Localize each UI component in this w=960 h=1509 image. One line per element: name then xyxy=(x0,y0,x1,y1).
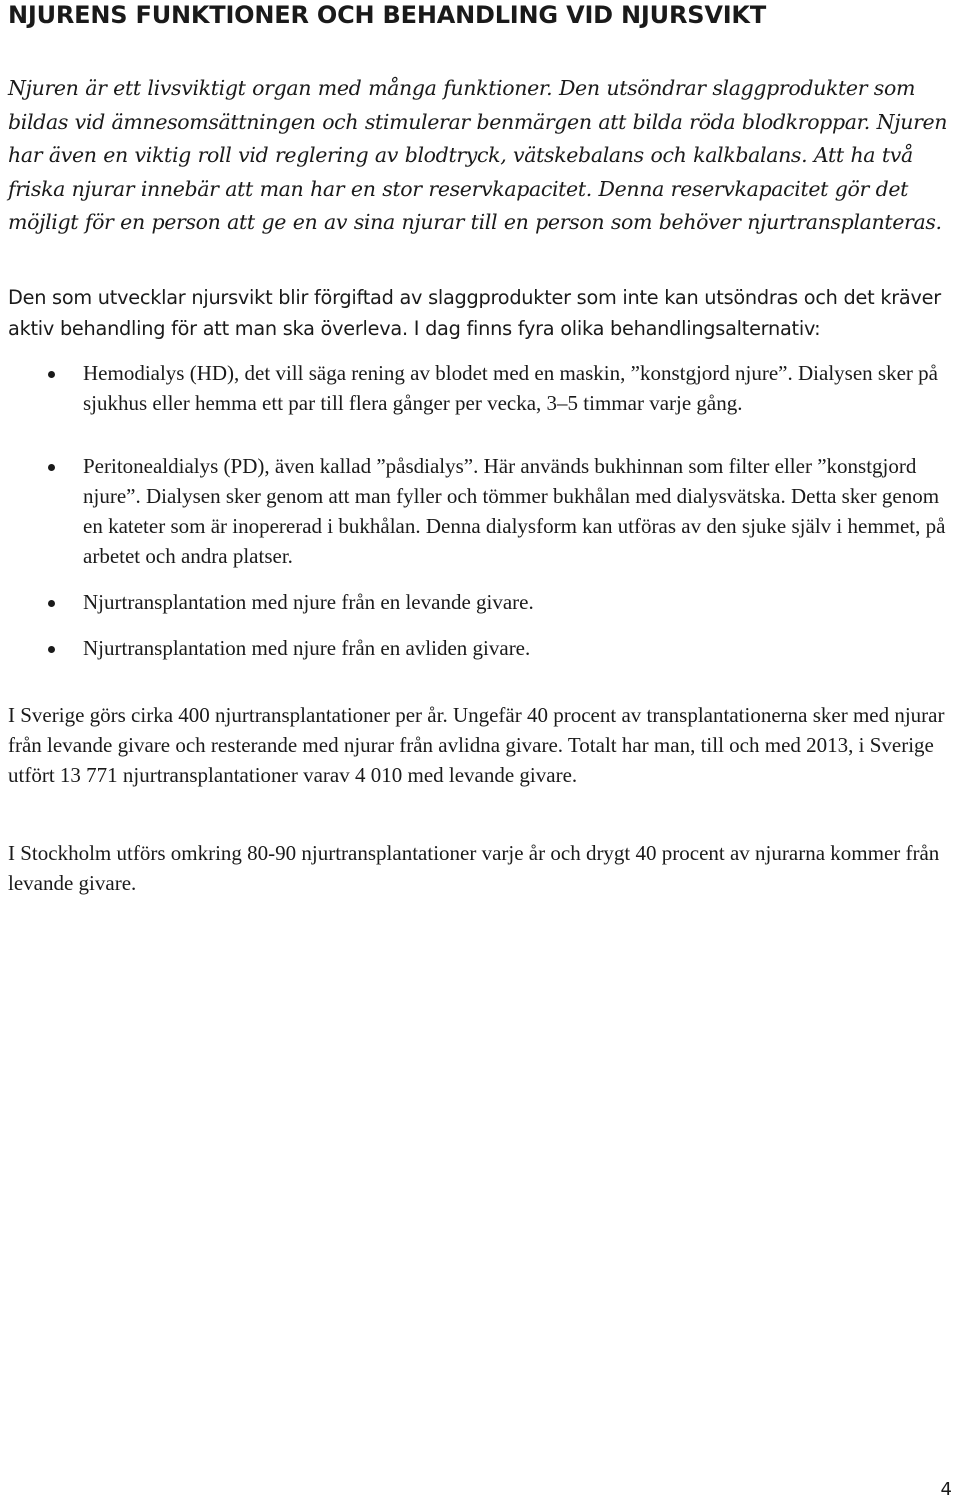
list-item xyxy=(8,633,953,679)
bullet-icon xyxy=(48,600,55,607)
list-item xyxy=(8,587,953,633)
treatment-intro-paragraph: Den som utvecklar njursvikt blir förgiftad av slaggprodukter som inte kan utsöndras och det kräver aktiv behandling för att man ska överleva. I dag finns fyra olika behandlingsalternativ: xyxy=(8,286,941,340)
list-item-text: Hemodialys (HD), det vill säga rening av blodet med en maskin, ”konstgjord njure”. Dialysen sker på sjukhus eller hemma ett par till flera gånger per vecka, 3–5 timmar varje gång. xyxy=(83,361,938,415)
bullet-icon xyxy=(48,464,55,471)
bullet-icon xyxy=(48,371,55,378)
intro-paragraph: Njuren är ett livsviktigt organ med många funktioner. Den utsöndrar slaggprodukter som bildas vid ämnesomsättningen och stimulerar benmärgen att bilda röda blodkroppar. Njuren har även en viktig roll vid reglering av blodtryck, vätskebalans och kalkbalans. Att ha två friska njurar innebär att man har en stor reservkapacitet. Denna reservkapacitet gör det möjligt för en person att ge en av sina njurar till en person som behöver njurtransplanteras. xyxy=(8,76,948,234)
list-item-text: Njurtransplantation med njure från en levande givare. xyxy=(83,590,534,614)
sweden-statistics-paragraph: I Sverige görs cirka 400 njurtransplantationer per år. Ungefär 40 procent av transplantationerna sker med njurar från levande givare och resterande med njurar från avlidna givare. Totalt har man, till och med 2013, i Sverige utfört 13 771 njurtransplantationer varav 4 010 med levande givare. xyxy=(8,703,945,787)
treatment-list xyxy=(8,358,953,679)
stockholm-statistics-paragraph: I Stockholm utförs omkring 80-90 njurtransplantationer varje år och drygt 40 procent av njurarna kommer från levande givare. xyxy=(8,841,940,895)
list-item xyxy=(8,451,953,587)
page-title: NJURENS FUNKTIONER OCH BEHANDLING VID NJURSVIKT xyxy=(8,1,766,29)
list-item xyxy=(8,358,953,451)
bullet-icon xyxy=(48,646,55,653)
page-number: 4 xyxy=(940,1479,952,1500)
list-item-text: Peritonealdialys (PD), även kallad ”påsdialys”. Här används bukhinnan som filter eller ”konstgjord njure”. Dialysen sker genom att man fyller och tömmer bukhålan med dialysvätska. Detta sker genom en kateter som är inopererad i bukhålan. Denna dialysform kan utföras av den sjuke själv i hemmet, på arbetet och andra platser. xyxy=(83,454,946,568)
list-item-text: Njurtransplantation med njure från en avliden givare. xyxy=(83,636,531,660)
